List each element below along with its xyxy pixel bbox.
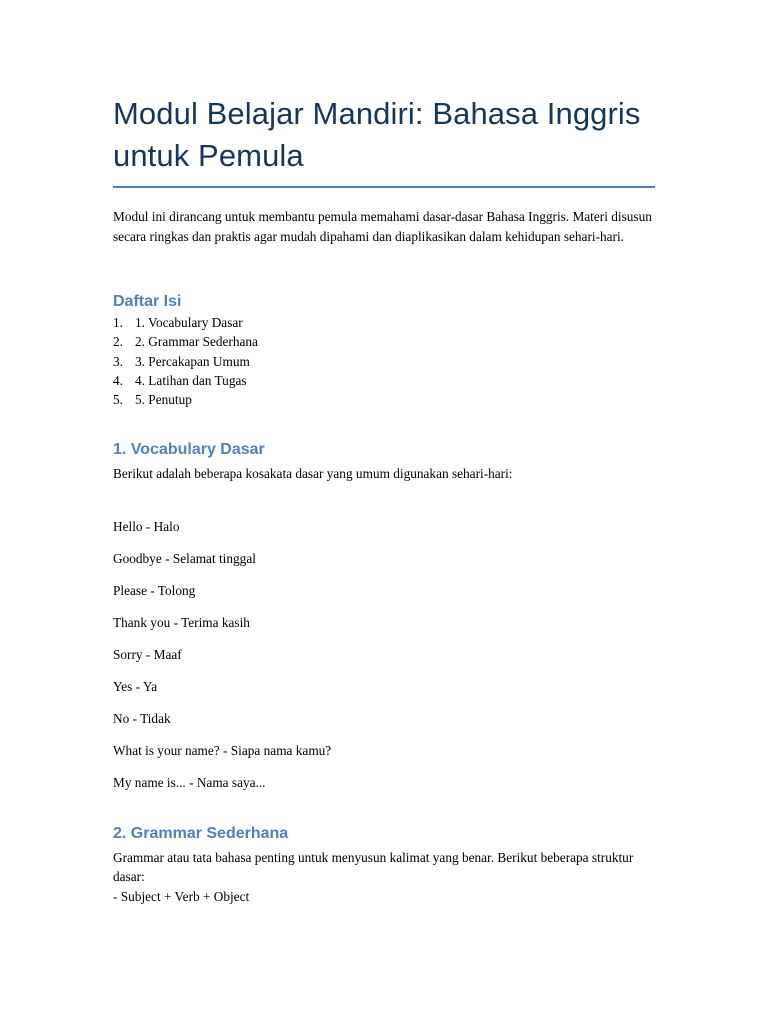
intro-paragraph: Modul ini dirancang untuk membantu pemula memahami dasar-dasar Bahasa Inggris. Materi disusun secara ringkas dan praktis agar mudah dipahami dan diaplikasikan dalam kehidupan sehari-hari. (113, 209, 652, 244)
grammar-intro: Grammar atau tata bahasa penting untuk menyusun kalimat yang benar. Berikut beberapa struktur dasar: (113, 849, 634, 885)
title-underline (113, 186, 655, 188)
toc-item-number: 4. (113, 372, 123, 388)
vocabulary-item: No - Tidak (113, 710, 171, 726)
vocabulary-item: Yes - Ya (113, 678, 158, 694)
toc-item (113, 390, 655, 409)
toc-item-number: 5. (113, 392, 123, 408)
grammar-paragraph (113, 848, 655, 907)
vocabulary-item: My name is... - Nama saya... (113, 774, 266, 790)
toc-item-label: 3. Percakapan Umum (135, 353, 250, 369)
toc-item-label: 1. Vocabulary Dasar (135, 315, 243, 330)
section-heading-vocabulary: 1. Vocabulary Dasar (113, 441, 265, 459)
vocabulary-item: What is your name? - Siapa nama kamu? (113, 742, 332, 758)
toc-item (113, 352, 655, 371)
vocabulary-lead: Berikut adalah beberapa kosakata dasar yang umum digunakan sehari-hari: (113, 466, 513, 482)
toc-item-number: 1. (113, 315, 123, 330)
toc-item-label: 4. Latihan dan Tugas (135, 372, 247, 388)
vocabulary-item: Hello - Halo (113, 518, 180, 534)
toc-item-number: 3. (113, 353, 123, 369)
grammar-structure: - Subject + Verb + Object (113, 888, 250, 904)
document-title: Modul Belajar Mandiri: Bahasa Inggris untuk Pemula (113, 96, 641, 173)
toc-heading: Daftar Isi (113, 293, 182, 310)
toc-item (113, 313, 655, 332)
vocabulary-item: Goodbye - Selamat tinggal (113, 550, 256, 566)
table-of-contents (113, 313, 655, 409)
toc-item (113, 332, 655, 351)
vocabulary-item: Sorry - Maaf (113, 646, 182, 662)
toc-item-label: 2. Grammar Sederhana (135, 334, 258, 350)
toc-item (113, 371, 655, 390)
section-heading-grammar: 2. Grammar Sederhana (113, 824, 289, 842)
vocabulary-item: Please - Tolong (113, 582, 196, 598)
toc-item-label: 5. Penutup (135, 392, 192, 408)
document-page (113, 93, 655, 906)
toc-item-number: 2. (113, 334, 123, 350)
vocabulary-item: Thank you - Terima kasih (113, 614, 250, 630)
vocabulary-list (113, 517, 655, 805)
